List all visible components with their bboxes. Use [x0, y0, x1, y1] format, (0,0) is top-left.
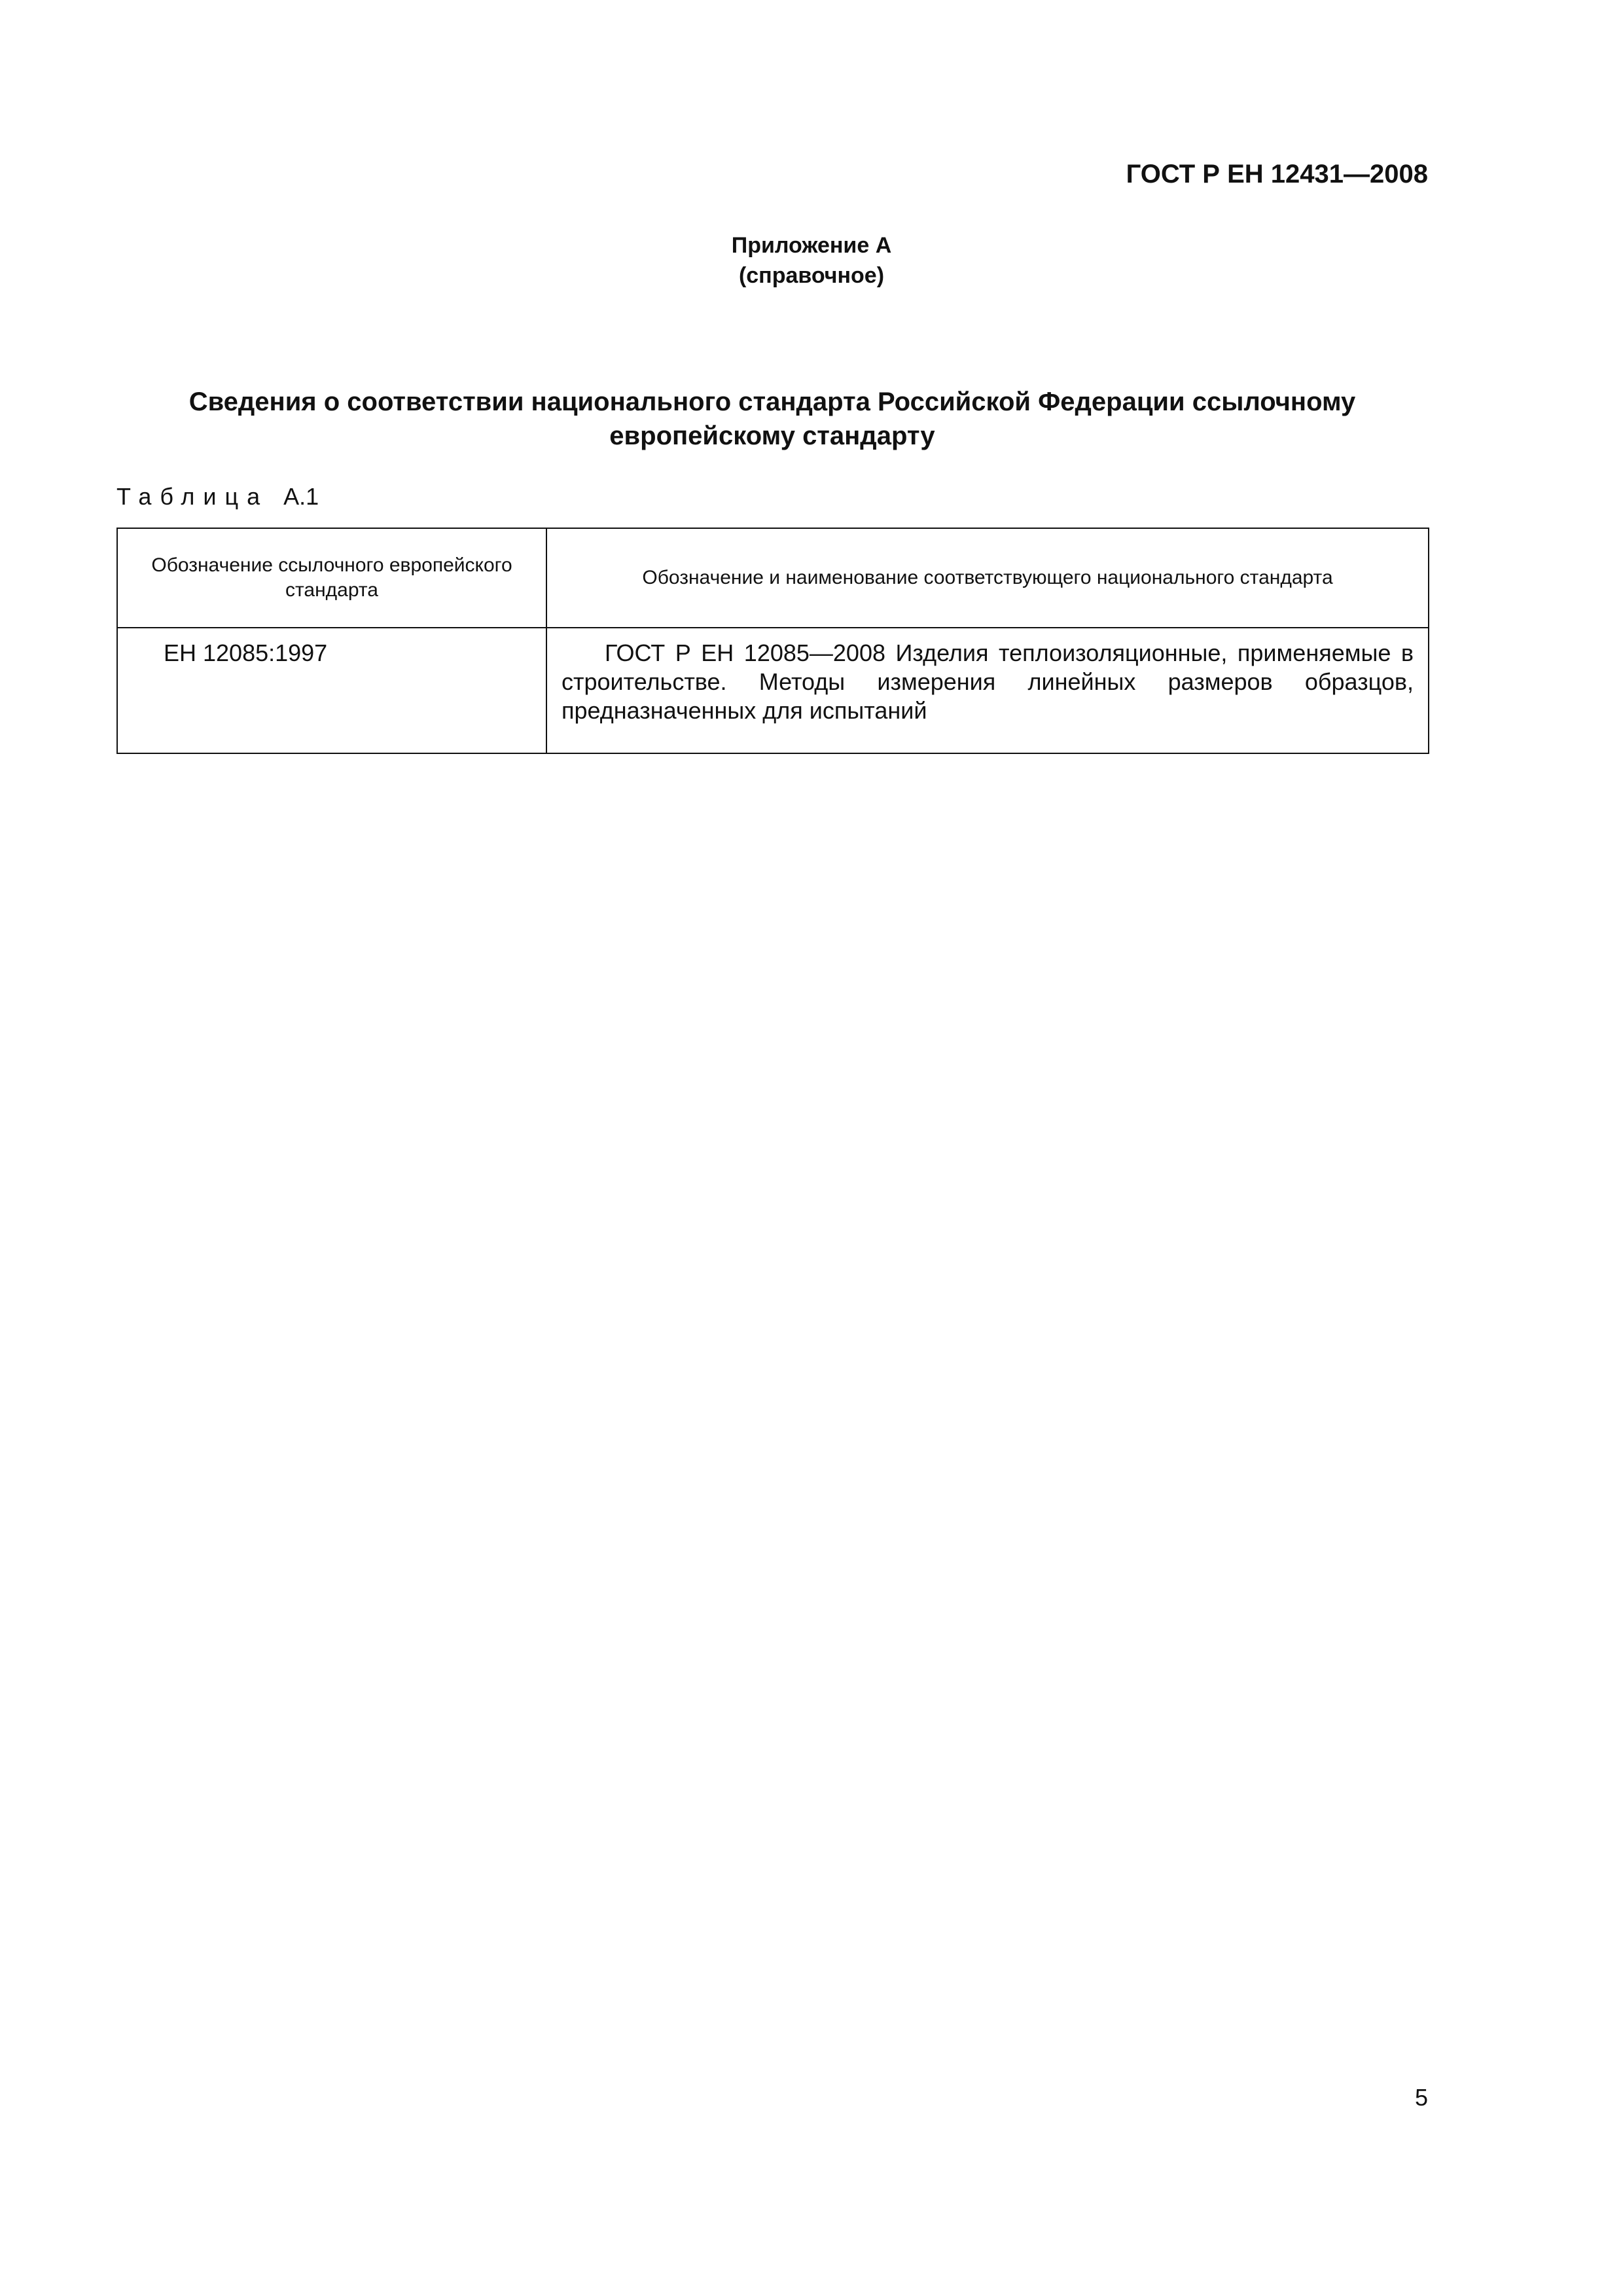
table-caption-number: А.1 [283, 483, 319, 510]
document-code: ГОСТ Р ЕН 12431—2008 [1126, 160, 1428, 188]
table-row [117, 628, 1429, 753]
annex-status: (справочное) [738, 263, 885, 288]
table-caption [116, 483, 319, 511]
annex-title: Приложение А [731, 233, 892, 258]
page-number: 5 [1414, 2084, 1428, 2111]
cell-national-standard: ГОСТ Р ЕН 12085—2008 Изделия теплоизоляционные, применяемые в строительстве. Методы измерения линейных размеров образцов, предназначенных для испытаний [546, 628, 1429, 753]
header-national-standard: Обозначение и наименование соответствующего национального стандарта [546, 528, 1429, 628]
table-caption-word: Таблица [116, 483, 269, 510]
header-euro-standard: Обозначение ссылочного европейского стандарта [117, 528, 546, 628]
correspondence-table [116, 528, 1429, 754]
section-title-line-2: европейскому стандарту [609, 422, 935, 450]
section-title [116, 385, 1428, 453]
table-header-row [117, 528, 1429, 628]
section-title-line-1: Сведения о соответствии национального стандарта Российской Федерации ссылочному [188, 387, 1356, 416]
cell-euro-standard: ЕН 12085:1997 [117, 628, 546, 753]
annex-heading [0, 230, 1623, 291]
